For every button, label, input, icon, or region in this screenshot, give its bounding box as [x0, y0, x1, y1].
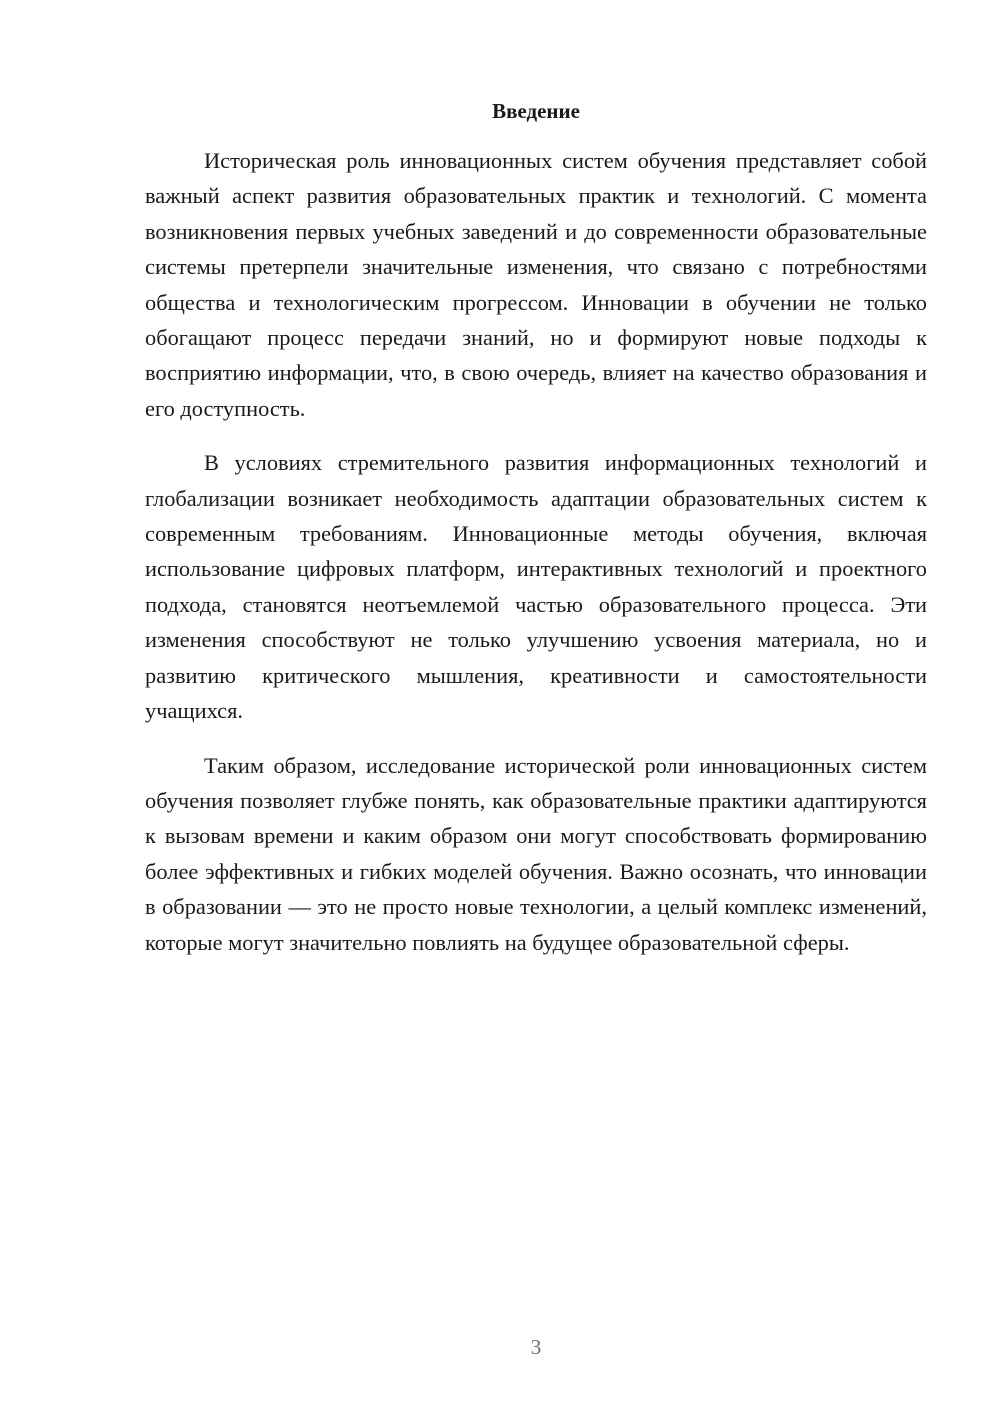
- paragraph-2: В условиях стремительного развития информационных технологий и глобализации возникает необходимость адаптации образовательных систем к современным требованиям. Инновационные методы обучения, включая использование цифровых платформ, интерактивных технологий и проектного подхода, становятся неотъемлемой частью образовательного процесса. Эти изменения способствуют не только улучшению усвоения материала, но и развитию критического мышления, креативности и самостоятельности учащихся.: [145, 450, 927, 724]
- page-number: 3: [530, 1335, 542, 1359]
- page-title: Введение: [492, 99, 580, 123]
- paragraph-3: Таким образом, исследование исторической роли инновационных систем обучения позволяет глубже понять, как образовательные практики адаптируются к вызовам времени и каким образом они могут способствовать формированию более эффективных и гибких моделей обучения. Важно осознать, что инновации в образовании — это не просто новые технологии, а целый комплекс изменений, которые могут значительно повлиять на будущее образовательной сферы.: [145, 752, 927, 955]
- document-body: [145, 143, 927, 960]
- paragraph-1: Историческая роль инновационных систем обучения представляет собой важный аспект развития образовательных практик и технологий. С момента возникновения первых учебных заведений и до современности образовательные системы претерпели значительные изменения, что связано с потребностями общества и технологическим прогрессом. Инновации в обучении не только обогащают процесс передачи знаний, но и формируют новые подходы к восприятию информации, что, в свою очередь, влияет на качество образования и его доступность.: [145, 148, 927, 421]
